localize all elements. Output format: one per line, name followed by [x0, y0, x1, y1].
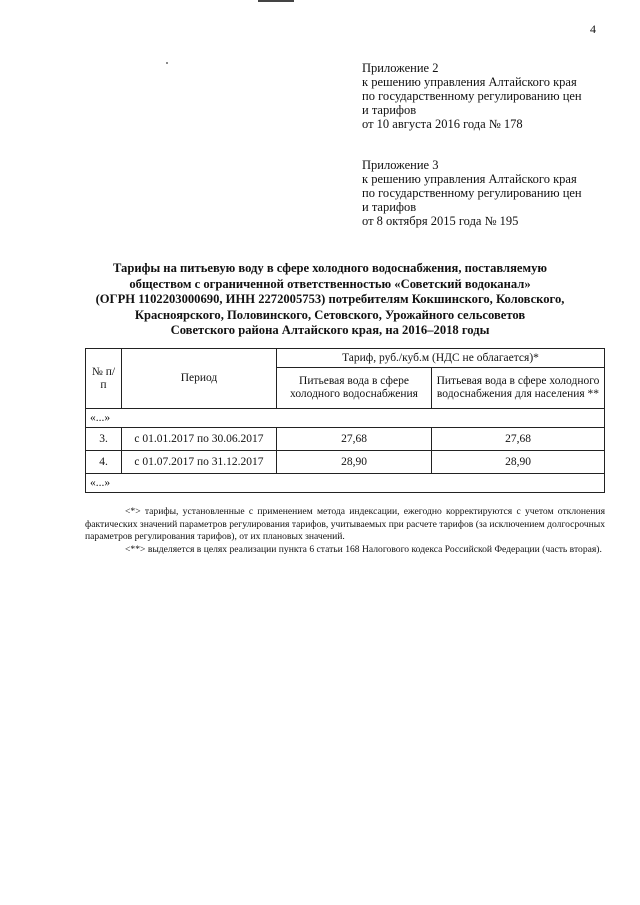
annex-2-line: от 10 августа 2016 года № 178: [362, 117, 523, 131]
scan-mark: [258, 0, 294, 2]
row-tariff-population: 27,68: [432, 428, 605, 451]
annex-2-line: и тарифов: [362, 103, 417, 117]
row-tariff-population: 28,90: [432, 451, 605, 474]
table-row: [86, 428, 605, 451]
annex-3-line: от 8 октября 2015 года № 195: [362, 214, 519, 228]
row-tariff: 28,90: [277, 451, 432, 474]
header-period: Период: [122, 349, 277, 409]
title-line: Тарифы на питьевую воду в сфере холодного водоснабжения, поставляемую: [112, 261, 548, 275]
page-number: 4: [590, 22, 596, 36]
ellipsis-row: «...»: [86, 409, 605, 428]
scan-speck: [166, 62, 168, 64]
annex-2-line: по государственному регулированию цен: [362, 89, 582, 103]
footnote-1: <*> тарифы, установленные с применением метода индексации, ежегодно корректируются с учетом отклонения фактических значений параметров регулирования тарифов, учитываемых при расчете тарифов (за исключением долгосрочных параметров регулирования тарифов), от их плановых значений.: [85, 506, 605, 543]
annex-3-header: [362, 158, 612, 228]
row-period: с 01.07.2017 по 31.12.2017: [122, 451, 277, 474]
footnote-2: <**> выделяется в целях реализации пункта 6 статьи 168 Налогового кодекса Российской Федерации (часть вторая).: [125, 543, 602, 555]
header-tariff: Тариф, руб./куб.м (НДС не облагается)*: [277, 349, 605, 368]
table-row: [86, 451, 605, 474]
annex-2-line: Приложение 2: [362, 61, 439, 75]
footnotes: [85, 506, 605, 556]
row-period: с 01.01.2017 по 30.06.2017: [122, 428, 277, 451]
annex-3-line: по государственному регулированию цен: [362, 186, 582, 200]
annex-2-header: [362, 61, 612, 131]
title-line: Красноярского, Половинского, Сетовского, Урожайного сельсоветов: [134, 307, 526, 322]
header-num: № п/п: [86, 349, 122, 409]
ellipsis-row: «...»: [86, 474, 605, 493]
header-col-drinking-water-population: Питьевая вода в сфере холодного водоснабжения для населения **: [432, 368, 605, 409]
title-line: Советского района Алтайского края, на 2016–2018 годы: [170, 323, 490, 337]
annex-3-line: Приложение 3: [362, 158, 439, 172]
row-num: 4.: [86, 451, 122, 474]
header-col-drinking-water: Питьевая вода в сфере холодного водоснабжения: [277, 368, 432, 409]
tariff-table: [85, 348, 605, 493]
row-num: 3.: [86, 428, 122, 451]
title-line: (ОГРН 1102203000690, ИНН 2272005753) потребителям Кокшинского, Коловского,: [95, 292, 565, 306]
annex-2-line: к решению управления Алтайского края: [362, 75, 577, 89]
title-line: обществом с ограниченной ответственностью «Советский водоканал»: [129, 276, 531, 291]
annex-3-line: и тарифов: [362, 200, 417, 214]
row-tariff: 27,68: [277, 428, 432, 451]
document-title: [60, 261, 600, 339]
annex-3-line: к решению управления Алтайского края: [362, 172, 577, 186]
